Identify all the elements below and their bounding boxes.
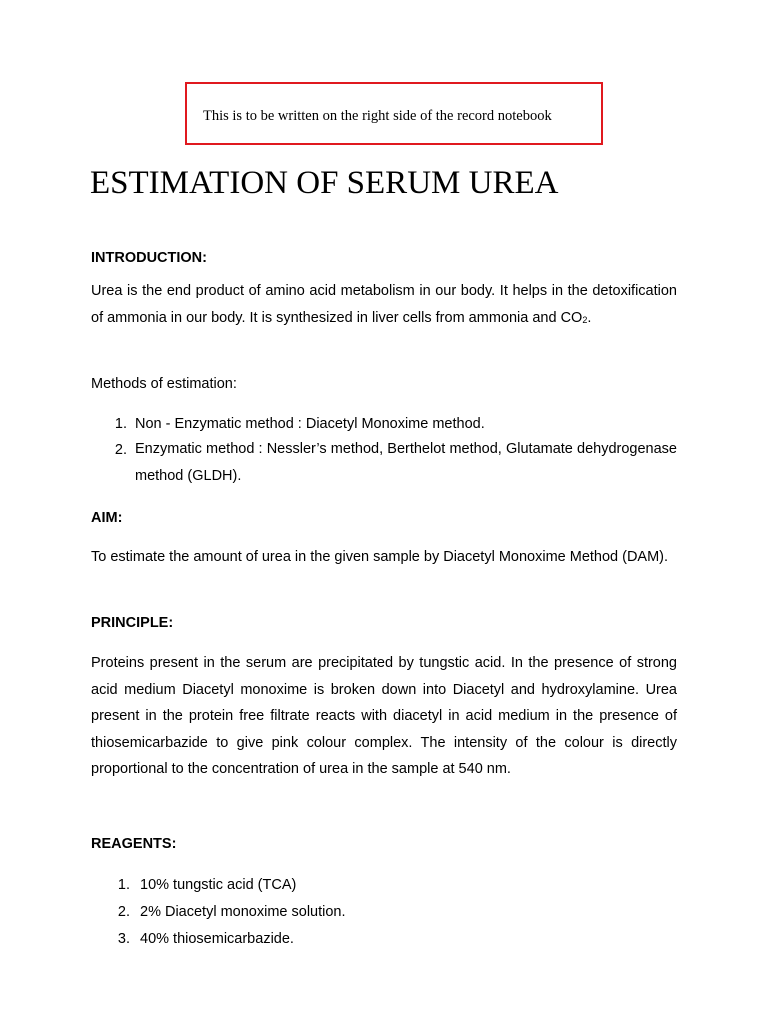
co2-subscript: 2: [582, 315, 588, 325]
reagent-text: 2% Diacetyl monoxime solution.: [140, 904, 346, 920]
reagent-text: 40% thiosemicarbazide.: [140, 931, 294, 947]
aim-heading: AIM:: [91, 510, 123, 526]
list-number: 3.: [117, 931, 130, 947]
principle-paragraph: Proteins present in the serum are precipitated by tungstic acid. In the presence of strong acid medium Diacetyl monoxime is broken down into Diacetyl and hydroxylamine. Urea present in the protein free filtrate reacts with diacetyl in acid medium in the presence of thiosemicarbazide to give pink colour complex. The intensity of the colour is directly proportional to the concentration of urea in the sample at 540 nm.: [91, 655, 677, 777]
list-number: 2.: [117, 904, 130, 920]
introduction-paragraph: [91, 278, 677, 334]
method-text: Non - Enzymatic method : Diacetyl Monoxime method.: [135, 416, 485, 432]
methods-label: Methods of estimation:: [91, 376, 237, 392]
list-number: 1.: [114, 416, 127, 432]
aim-paragraph: To estimate the amount of urea in the given sample by Diacetyl Monoxime Method (DAM).: [91, 549, 669, 565]
introduction-text: Urea is the end product of amino acid metabolism in our body. It helps in the detoxification of ammonia in our body. It is synthesized in liver cells from ammonia and CO: [91, 283, 677, 326]
reagents-heading: REAGENTS:: [91, 836, 177, 852]
list-number: 1.: [117, 877, 130, 893]
note-text: This is to be written on the right side of the record notebook: [203, 108, 552, 124]
principle-heading: PRINCIPLE:: [91, 615, 174, 631]
introduction-heading: INTRODUCTION:: [91, 250, 207, 266]
page-title: ESTIMATION OF SERUM UREA: [90, 165, 559, 201]
list-number: 2.: [114, 442, 127, 458]
introduction-period: .: [587, 310, 592, 326]
method-text: Enzymatic method : Nessler’s method, Berthelot method, Glutamate dehydrogenase method (GLDH).: [135, 441, 677, 484]
reagent-text: 10% tungstic acid (TCA): [140, 877, 297, 893]
record-notebook-note-box: [185, 82, 603, 145]
